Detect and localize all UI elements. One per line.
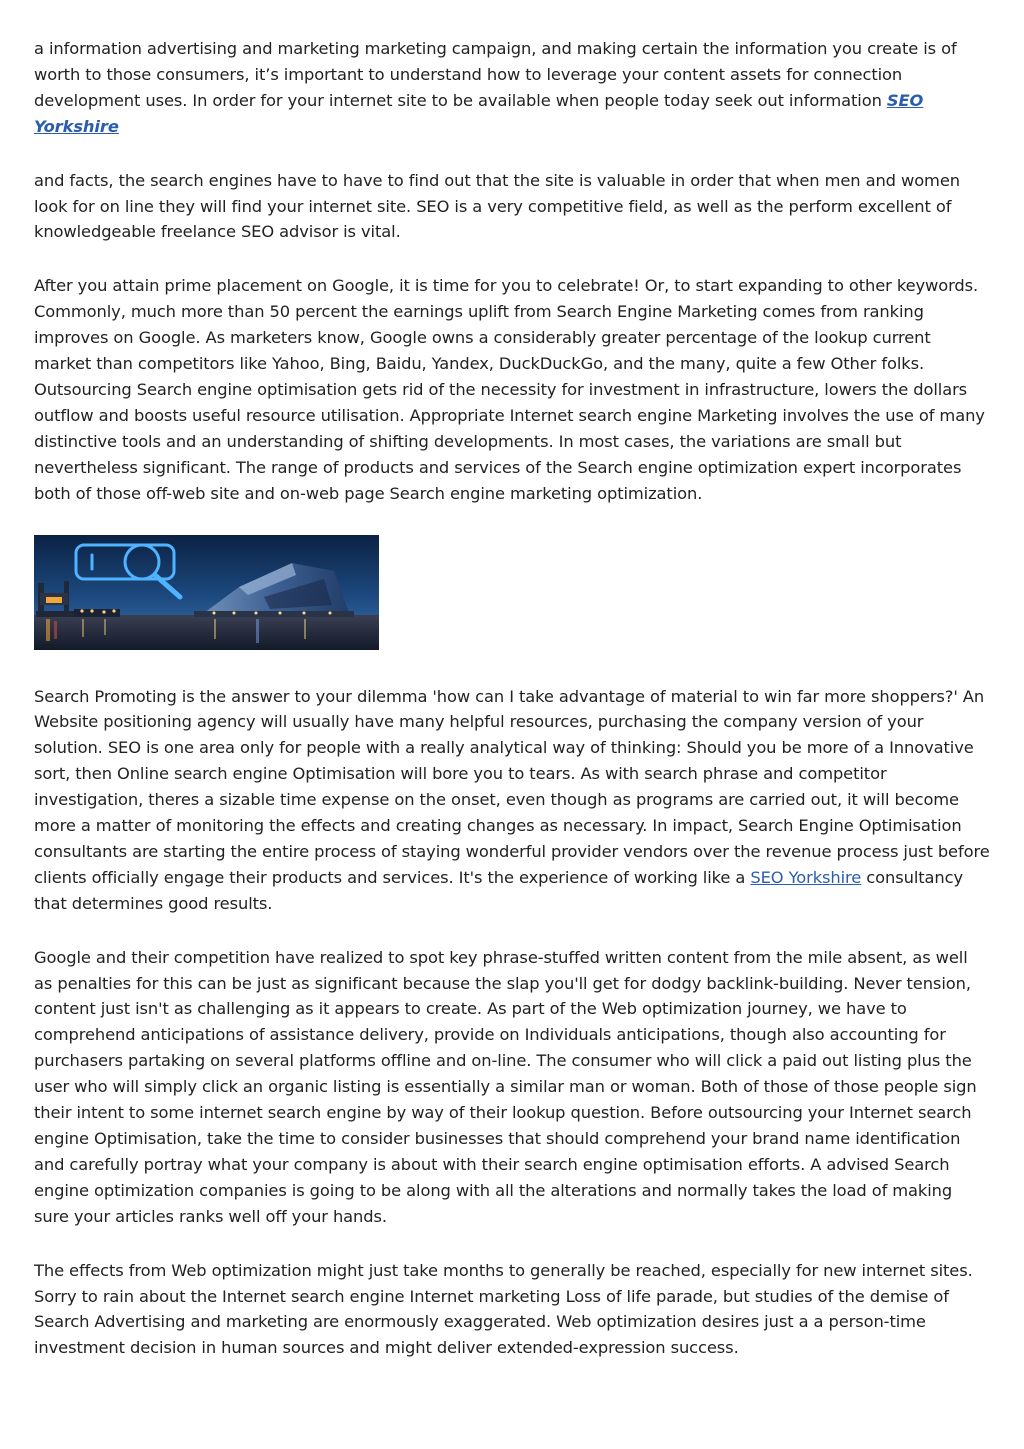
paragraph-search-engines: and facts, the search engines have to have to find out that the site is valuable in order that when men and women look for on line they will find your internet site. SEO is a very competitive field, as well as the perform excellent of knowledgeable freelance SEO advisor is vital. [34, 170, 960, 242]
paragraph-search-promoting [34, 684, 990, 917]
article-body [34, 36, 990, 1389]
paragraph-intro [34, 36, 990, 140]
paragraph-intro-text: a information advertising and marketing marketing campaign, and making certain the information you create is of worth to those consumers, it’s important to understand how to leverage your content assets for connection development uses. In order for your internet site to be available when people today seek out information [34, 39, 957, 110]
paragraph-google-competition: Google and their competition have realized to spot key phrase-stuffed written content from the mile absent, as well as penalties for this can be just as significant because the slap you'll get for dodgy backlink-building. Never tension, content just isn't as challenging as it appears to create. As part of the Web optimization journey, we have to comprehend anticipations of assistance delivery, provide on Individuals anticipations, though also accounting for purchasers partaking on several platforms offline and on-line. The consumer who will click a paid out listing plus the user who will simply click an organic listing is essentially a similar man or woman. Both of those of those people sign their intent to some internet search engine by way of their lookup question. Before outsourcing your Internet search engine Optimisation, take the time to consider businesses that should comprehend your brand name identification and carefully portray what your company is about with their search engine optimisation efforts. A advised Search engine optimization companies is going to be along with all the alterations and normally takes the load of making sure your articles ranks well off your hands. [34, 947, 977, 1226]
city-waterfront-photo [34, 535, 379, 650]
paragraph-search-promoting-tail: consultancy that determines good results. [34, 867, 964, 913]
seo-yorkshire-link[interactable]: SEO Yorkshire [750, 867, 862, 887]
paragraph-google-placement: After you attain prime placement on Google, it is time for you to celebrate! Or, to start expanding to other keywords. Commonly, much more than 50 percent the earnings uplift from Search Engine Marketing comes from ranking improves on Google. As marketers know, Google owns a considerably greater percentage of the lookup current market than competitors like Yahoo, Bing, Baidu, Yandex, DuckDuckGo, and the many, quite a few Other folks. Outsourcing Search engine optimisation gets rid of the necessity for investment in infrastructure, lowers the dollars outflow and boosts useful resource utilisation. Appropriate Internet search engine Marketing involves the use of many distinctive tools and an understanding of shifting developments. In most cases, the variations are small but nevertheless significant. The range of products and services of the Search engine optimization expert incorporates both of those off-web site and on-web page Search engine marketing optimization. [34, 276, 985, 503]
seo-yorkshire-link-bold[interactable]: SEO Yorkshire [34, 90, 924, 136]
paragraph-effects: The effects from Web optimization might just take months to generally be reached, especially for new internet sites. Sorry to rain about the Internet search engine Internet marketing Loss of life parade, but studies of the demise of Search Advertising and marketing are enormously exaggerated. Web optimization desires just a a person-time investment decision in human sources and might deliver extended-expression success. [34, 1260, 973, 1358]
paragraph-search-promoting-text: Search Promoting is the answer to your dilemma 'how can I take advantage of material to win far more shoppers?' An Website positioning agency will usually have many helpful resources, purchasing the company version of your solution. SEO is one area only for people with a really analytical way of thinking: Should you be more of a Innovative sort, then Online search engine Optimisation will bore you to tears. As with search phrase and competitor investigation, theres a sizable time expense on the onset, even though as programs are carried out, it will become more a matter of monitoring the effects and creating changes as necessary. In impact, Search Engine Optimisation consultants are starting the entire process of staying wonderful provider vendors over the revenue process just before clients officially engage their products and services. It's the experience of working like a [34, 686, 990, 887]
